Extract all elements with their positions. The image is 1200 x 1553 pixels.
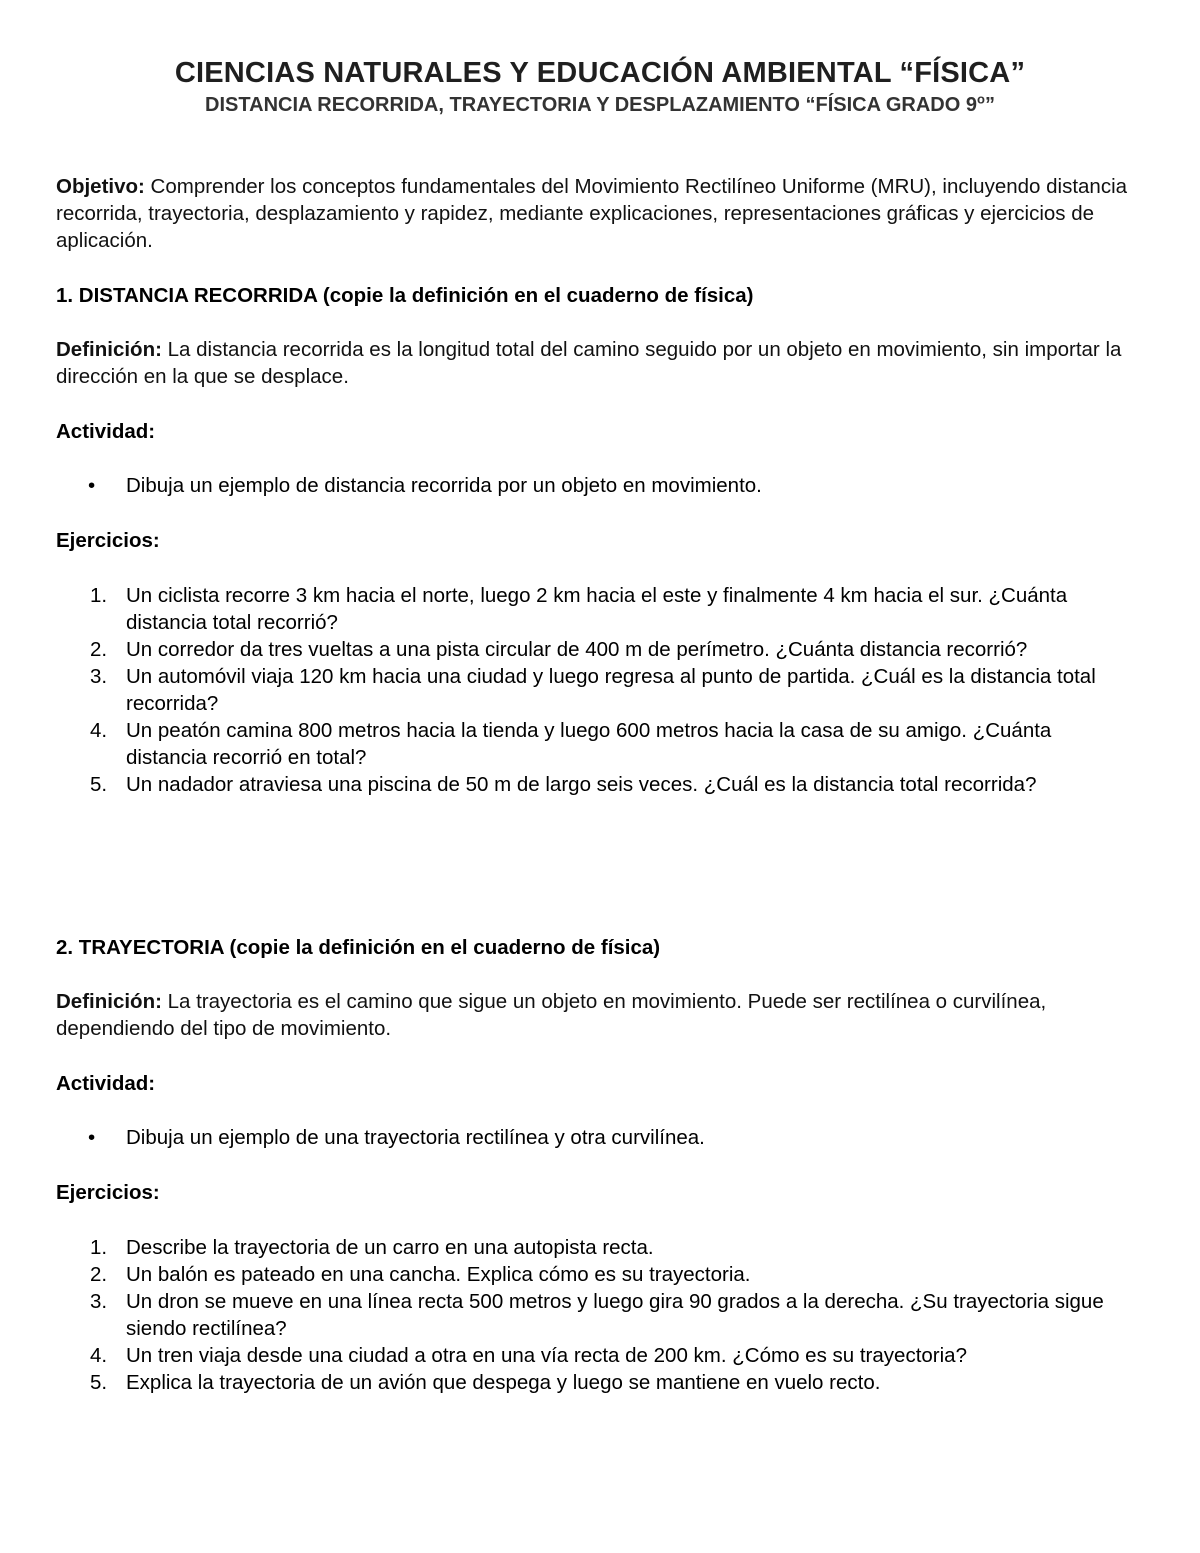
list-item [56,771,1136,798]
list-item [56,1369,1136,1396]
item-number: 3. [90,1290,108,1313]
section1-definition-text: La distancia recorrida es la longitud total del camino seguido por un objeto en movimiento, sin importar la dirección en la que se desplace. [56,338,1122,388]
item-text: Un nadador atraviesa una piscina de 50 m de largo seis veces. ¿Cuál es la distancia total recorrida? [126,773,1037,796]
section2-activity-label: Actividad: [56,1072,156,1095]
section2-exercises-label: Ejercicios: [56,1181,160,1204]
section1-exercises-label: Ejercicios: [56,529,160,552]
item-number: 2. [90,1263,108,1286]
objective-label: Objetivo: [56,175,145,198]
list-item [56,582,1136,636]
item-text: Un ciclista recorre 3 km hacia el norte, luego 2 km hacia el este y finalmente 4 km hacia el sur. ¿Cuánta distancia total recorrió? [126,584,1068,634]
list-item [56,636,1136,663]
bullet-icon: • [88,1126,96,1149]
item-number: 4. [90,719,108,742]
bullet-icon: • [88,474,96,497]
list-item [56,1261,1136,1288]
section2-exercise-list [56,1234,1146,1396]
objective-text: Comprender los conceptos fundamentales del Movimiento Rectilíneo Uniforme (MRU), incluyendo distancia recorrida, trayectoria, desplazamiento y rapidez, mediante explicaciones, representaciones gráficas y ejercicios de aplicación. [56,175,1128,252]
item-number: 1. [90,1236,108,1259]
item-number: 3. [90,665,108,688]
item-text: Explica la trayectoria de un avión que despega y luego se mantiene en vuelo recto. [126,1371,881,1394]
list-item [56,1288,1136,1342]
item-text: Un automóvil viaja 120 km hacia una ciudad y luego regresa al punto de partida. ¿Cuál es la distancia total recorrida? [126,665,1096,715]
item-text: Un balón es pateado en una cancha. Explica cómo es su trayectoria. [126,1263,751,1286]
section2-definition-text: La trayectoria es el camino que sigue un objeto en movimiento. Puede ser rectilínea o curvilínea, dependiendo del tipo de movimiento. [56,990,1047,1040]
item-text: Un tren viaja desde una ciudad a otra en una vía recta de 200 km. ¿Cómo es su trayectoria? [126,1344,967,1367]
item-number: 4. [90,1344,108,1367]
section1-activity-label: Actividad: [56,420,156,443]
section2-heading: 2. TRAYECTORIA (copie la definición en el cuaderno de física) [56,936,661,959]
section1-definition [56,336,1146,390]
section2-definition-label: Definición: [56,990,162,1013]
section1-activity-text: Dibuja un ejemplo de distancia recorrida por un objeto en movimiento. [126,474,762,497]
subtitle-superscript: o [976,91,985,107]
section1-heading: 1. DISTANCIA RECORRIDA (copie la definición en el cuaderno de física) [56,284,754,307]
list-item [56,1234,1136,1261]
section2-definition [56,988,1146,1042]
item-text: Un peatón camina 800 metros hacia la tienda y luego 600 metros hacia la casa de su amigo. ¿Cuánta distancia recorrió en total? [126,719,1052,769]
item-number: 5. [90,1371,108,1394]
item-text: Un dron se mueve en una línea recta 500 metros y luego gira 90 grados a la derecha. ¿Su trayectoria sigue siendo rectilínea? [126,1290,1104,1340]
section1-definition-label: Definición: [56,338,162,361]
list-item [56,1342,1136,1369]
list-item [56,717,1136,771]
section1-exercise-list [56,582,1146,798]
item-text: Un corredor da tres vueltas a una pista circular de 400 m de perímetro. ¿Cuánta distancia recorrió? [126,638,1028,661]
item-number: 2. [90,638,108,661]
subtitle-end: ” [984,94,995,116]
item-number: 1. [90,584,108,607]
list-item [56,663,1136,717]
section2-activity-text: Dibuja un ejemplo de una trayectoria rectilínea y otra curvilínea. [126,1126,705,1149]
page-title: CIENCIAS NATURALES Y EDUCACIÓN AMBIENTAL “FÍSICA” [174,57,1026,89]
item-text: Describe la trayectoria de un carro en una autopista recta. [126,1236,654,1259]
page-subtitle [0,92,1200,118]
item-number: 5. [90,773,108,796]
objective-paragraph [56,173,1146,254]
subtitle-main: DISTANCIA RECORRIDA, TRAYECTORIA Y DESPLAZAMIENTO “FÍSICA GRADO 9 [205,94,977,116]
